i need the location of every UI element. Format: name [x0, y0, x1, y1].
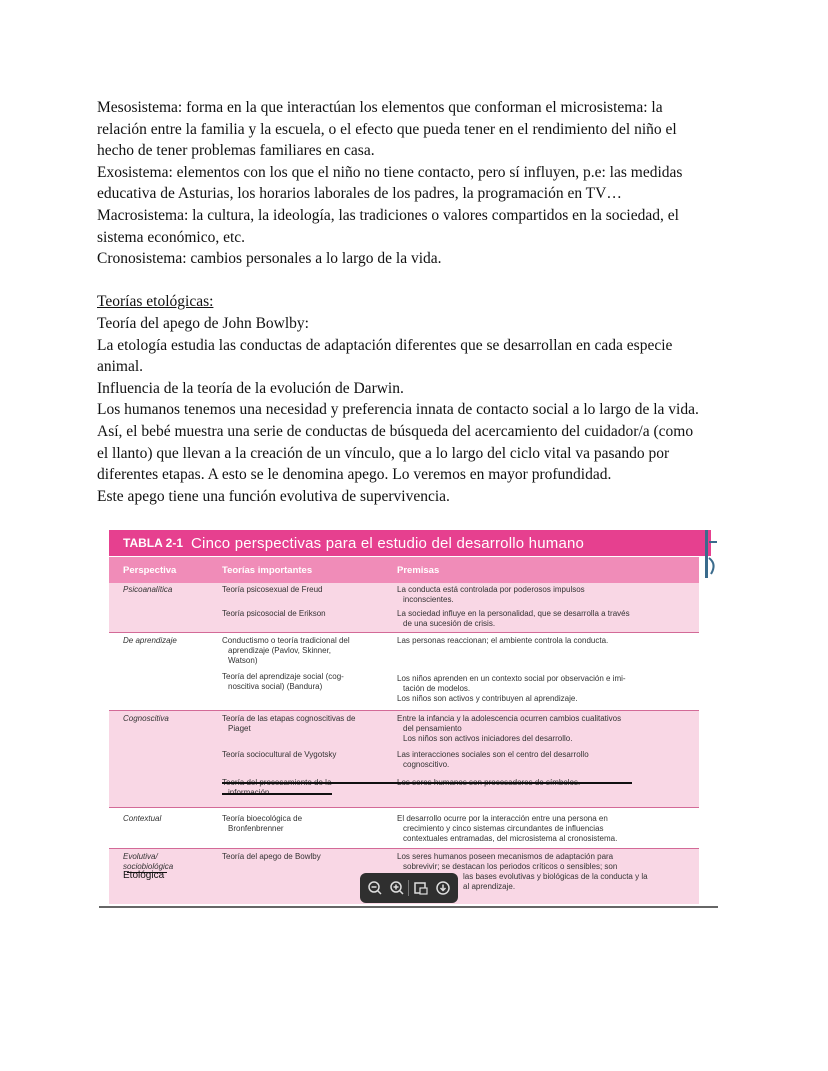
premise-line: La sociedad influye en la personalidad, que se desarrolla a través — [397, 609, 630, 618]
premise-line: El desarrollo ocurre por la interacción entre una persona en — [397, 814, 608, 823]
premise-line: cognoscitivo. — [403, 760, 450, 769]
text-line: Los humanos tenemos una necesidad y preferencia innata de contacto social a lo largo de la vida. — [97, 401, 699, 419]
premise-line: tación de modelos. — [403, 684, 471, 693]
theory-cell — [222, 609, 392, 619]
text-line: Exosistema: elementos con los que el niño no tiene contacto, pero sí influyen, p.e: las medidas — [97, 163, 683, 181]
table-title: Cinco perspectivas para el estudio del desarrollo humano — [191, 534, 585, 552]
theory-line: Piaget — [228, 724, 251, 733]
table-banner — [109, 530, 711, 556]
perspective-cell: Contextual — [123, 814, 162, 823]
theory-cell — [222, 714, 392, 734]
premise-cell — [397, 609, 697, 629]
text-line: Este apego tiene una función evolutiva de supervivencia. — [97, 487, 450, 505]
premise-line: de una sucesión de crisis. — [403, 619, 496, 628]
header-teorias: Teorías importantes — [222, 565, 313, 576]
premise-line: del pensamiento — [403, 724, 462, 733]
text-line: diferentes etapas. A esto se le denomina apego. Lo veremos en mayor profundidad. — [97, 466, 612, 484]
text-line: sistema económico, etc. — [97, 228, 246, 246]
premise-line: Los niños son activos y contribuyen al aprendizaje. — [397, 694, 578, 703]
perspective-cell: Cognoscitiva — [123, 714, 169, 723]
premise-line: Las personas reaccionan; el ambiente controla la conducta. — [397, 636, 609, 645]
theory-line: Teoría del aprendizaje social (cog- — [222, 672, 344, 681]
theory-line: Bronfenbrenner — [228, 824, 284, 833]
theory-cell — [222, 672, 392, 692]
premise-line: inconscientes. — [403, 595, 454, 604]
handwritten-annotation: Etológica — [123, 870, 165, 881]
page-corner-decoration-icon — [703, 528, 719, 580]
premise-line: Los seres humanos poseen mecanismos de adaptación para — [397, 852, 614, 861]
table-header-row — [109, 557, 699, 583]
premise-cell — [397, 674, 697, 704]
text-line: Macrosistema: la cultura, la ideología, las tradiciones o valores compartidos en la sociedad, el — [97, 206, 679, 224]
header-perspectiva: Perspectiva — [123, 565, 177, 576]
premise-line: La conducta está controlada por poderosos impulsos — [397, 585, 585, 594]
text-line: el llanto) que llevan a la creación de un vínculo, que a lo largo del ciclo vital va pasando por — [97, 444, 670, 462]
text-line: Así, el bebé muestra una serie de conductas de búsqueda del acercamiento del cuidador/a (como — [97, 422, 694, 440]
premise-line: crecimiento y cinco sistemas circundantes de influencias — [403, 824, 604, 833]
section-heading: Teorías etológicas: — [97, 293, 214, 311]
premise-line: las bases evolutivas y biológicas de la conducta y la — [463, 872, 648, 881]
theory-cell — [222, 750, 392, 760]
perspective-cell: Evolutiva/ sociobiológica — [123, 852, 174, 871]
table-tag: TABLA 2-1 — [123, 536, 183, 550]
theory-line: Teoría bioecológica de — [222, 814, 303, 823]
perspective-cell: Psicoanalítica — [123, 585, 173, 594]
theory-line: Teoría sociocultural de Vygotsky — [222, 750, 337, 759]
image-viewer-toolbar — [360, 873, 458, 903]
premise-line: Las interacciones sociales son el centro del desarrollo — [397, 750, 589, 759]
text-line: Influencia de la teoría de la evolución de Darwin. — [97, 379, 404, 397]
premise-cell — [397, 714, 697, 744]
text-line: relación entre la familia y la escuela, o el efecto que pueda tener en el rendimiento del niño el — [97, 120, 677, 138]
theory-cell — [222, 852, 392, 862]
text-line: La etología estudia las conductas de adaptación diferentes que se desarrollan en cada especie — [97, 336, 673, 354]
zoom-in-icon[interactable] — [387, 878, 407, 898]
premise-cell — [397, 585, 697, 605]
theory-cell — [222, 814, 392, 834]
paragraph-mesosistema — [97, 97, 737, 162]
text-line: Teoría del apego de John Bowlby: — [97, 314, 309, 332]
premise-cell — [397, 636, 697, 646]
handwritten-strikethrough — [222, 793, 332, 795]
premise-line: Los niños aprenden en un contexto social por observación e imi- — [397, 674, 626, 683]
text-line: animal. — [97, 358, 144, 376]
premise-line: sobrevivir; se destacan los periodos críticos o sensibles; son — [403, 862, 618, 871]
premise-line: contextuales entramadas, del microsistema al cronosistema. — [403, 834, 618, 843]
text-line: educativa de Asturias, los horarios laborales de los padres, la programación en TV… — [97, 185, 622, 203]
theory-cell-crossed-out — [222, 778, 392, 798]
blank-line — [97, 270, 737, 292]
theory-cell — [222, 636, 392, 666]
premise-line: al aprendizaje. — [463, 882, 516, 891]
crop-icon[interactable] — [411, 878, 431, 898]
premise-cell — [397, 750, 697, 770]
theory-cell — [222, 585, 392, 595]
zoom-out-icon[interactable] — [365, 878, 385, 898]
theory-line: Watson) — [228, 656, 258, 665]
text-line: Cronosistema: cambios personales a lo largo de la vida. — [97, 250, 442, 268]
premise-line: Los niños son activos iniciadores del desarrollo. — [403, 734, 573, 743]
theory-line: aprendizaje (Pavlov, Skinner, — [228, 646, 332, 655]
header-premisas: Premisas — [397, 565, 440, 576]
document-body — [97, 97, 737, 507]
toolbar-divider — [408, 880, 409, 896]
theory-line: Teoría del apego de Bowlby — [222, 852, 321, 861]
premise-cell — [397, 814, 697, 844]
table-row-contextual — [109, 808, 699, 849]
text-line: Mesosistema: forma en la que interactúan los elementos que conforman el microsistema: la — [97, 99, 663, 116]
download-icon[interactable] — [433, 878, 453, 898]
table-row-aprendizaje — [109, 633, 699, 711]
perspective-cell: De aprendizaje — [123, 636, 177, 645]
paragraph-macrosistema — [97, 205, 737, 248]
paragraph-exosistema — [97, 162, 737, 205]
theory-line: Teoría psicosocial de Erikson — [222, 609, 326, 618]
paragraph-cronosistema — [97, 248, 737, 270]
theory-line: noscitiva social) (Bandura) — [228, 682, 323, 691]
handwritten-strikethrough — [222, 782, 632, 784]
theory-line: Conductismo o teoría tradicional del — [222, 636, 350, 645]
theory-line: Teoría psicosexual de Freud — [222, 585, 323, 594]
theory-line: Teoría de las etapas cognoscitivas de — [222, 714, 356, 723]
text-line: hecho de tener problemas familiares en casa. — [97, 142, 375, 160]
table-image — [99, 526, 718, 908]
table-row-cognoscitiva — [109, 711, 699, 808]
premise-line: Entre la infancia y la adolescencia ocurren cambios cualitativos — [397, 714, 622, 723]
table-row-psicoanalitica — [109, 583, 699, 633]
figure-bottom-rule — [99, 906, 718, 908]
